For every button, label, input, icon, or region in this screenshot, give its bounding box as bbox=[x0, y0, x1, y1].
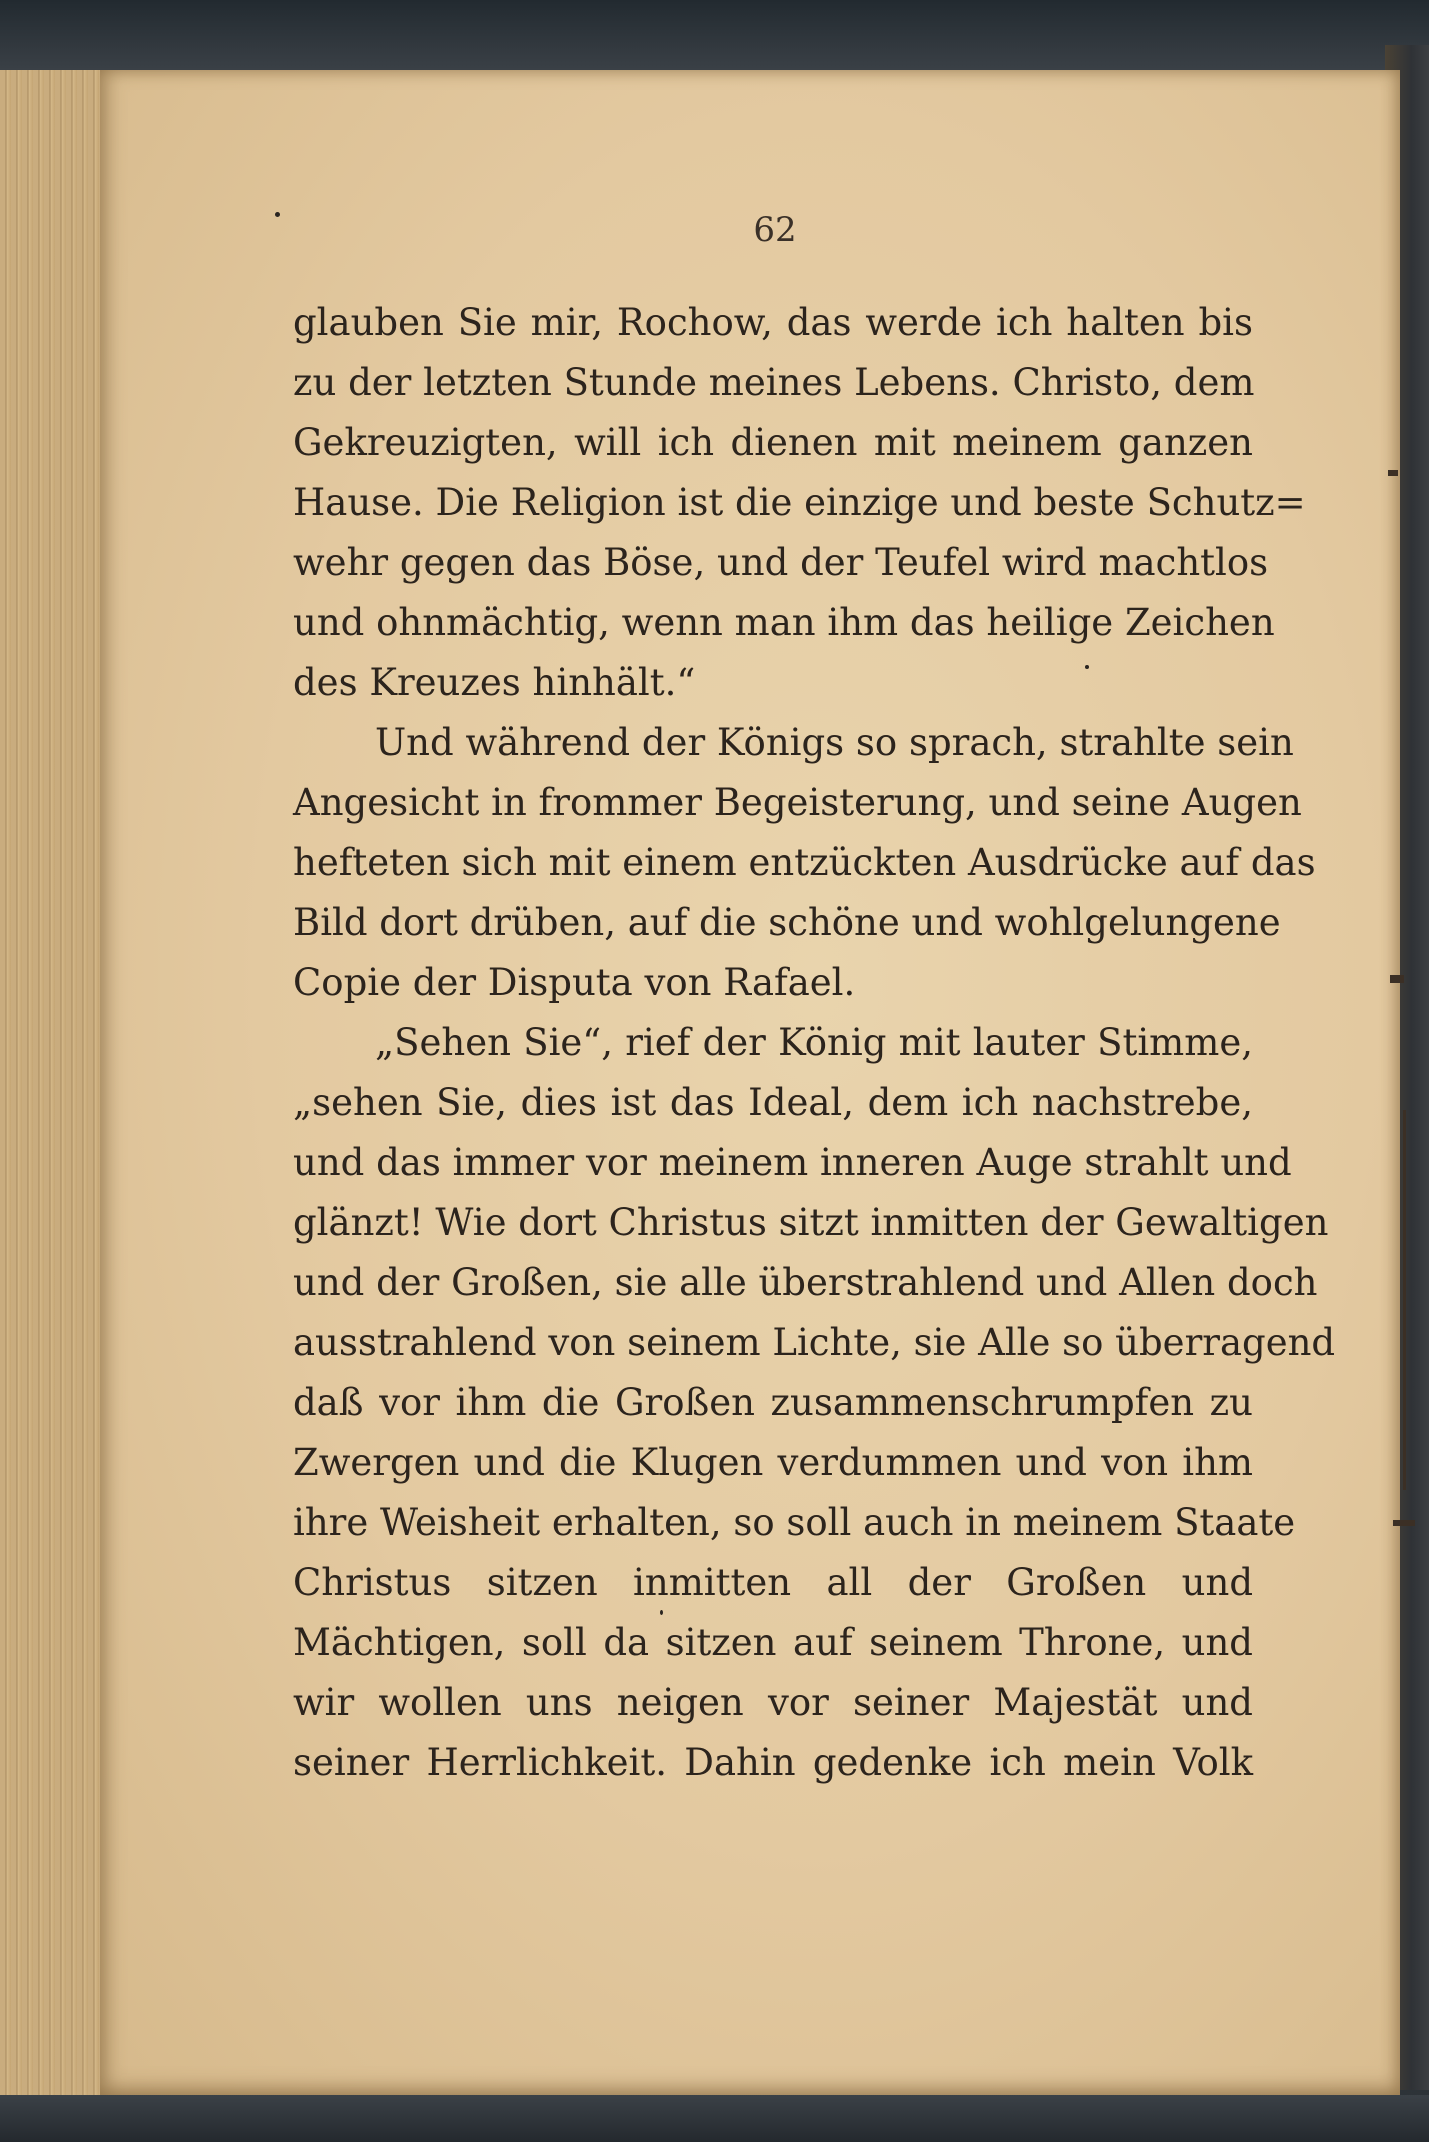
background-top bbox=[0, 0, 1429, 70]
text-line: Hause. Die Religion ist die einzige und beste Schutz= bbox=[293, 481, 1306, 524]
text-line: Und während der Königs so sprach, strahlte sein bbox=[375, 721, 1294, 764]
text-line: wehr gegen das Böse, und der Teufel wird machtlos bbox=[293, 541, 1269, 584]
paper-speck bbox=[1085, 665, 1089, 669]
page-edge-mark bbox=[1403, 1110, 1406, 1490]
page-edges-left bbox=[0, 70, 112, 2100]
paper-speck bbox=[275, 212, 280, 217]
page-edge-mark bbox=[1393, 1520, 1415, 1526]
text-line: und ohnmächtig, wenn man ihm das heilige Zeichen bbox=[293, 601, 1275, 644]
paper-speck bbox=[660, 1610, 663, 1615]
text-line: seiner Herrlichkeit. Dahin gedenke ich mein Volk bbox=[293, 1741, 1253, 1784]
text-line: und das immer vor meinem inneren Auge strahlt und bbox=[293, 1141, 1292, 1184]
text-line: Gekreuzigten, will ich dienen mit meinem ganzen bbox=[293, 421, 1253, 464]
background-bottom bbox=[0, 2095, 1429, 2142]
text-line: daß vor ihm die Großen zusammenschrumpfen zu bbox=[293, 1381, 1253, 1424]
page-edge-mark bbox=[1388, 470, 1398, 476]
text-line: hefteten sich mit einem entzückten Ausdrücke auf das bbox=[293, 841, 1316, 884]
page-number: 62 bbox=[753, 210, 797, 250]
text-line: Copie der Disputa von Rafael. bbox=[293, 961, 856, 1004]
text-line: Mächtigen, soll da sitzen auf seinem Throne, und bbox=[293, 1621, 1253, 1664]
page-edge-mark bbox=[1390, 975, 1404, 983]
text-line: zu der letzten Stunde meines Lebens. Christo, dem bbox=[293, 361, 1255, 404]
text-line: des Kreuzes hinhält.“ bbox=[293, 661, 696, 704]
text-line: glauben Sie mir, Rochow, das werde ich halten bis bbox=[293, 301, 1253, 344]
text-line: „sehen Sie, dies ist das Ideal, dem ich nachstrebe, bbox=[293, 1081, 1253, 1124]
text-line: und der Großen, sie alle überstrahlend und Allen doch bbox=[293, 1261, 1318, 1304]
text-line: wir wollen uns neigen vor seiner Majestät und bbox=[293, 1681, 1253, 1724]
text-line: glänzt! Wie dort Christus sitzt inmitten der Gewaltigen bbox=[293, 1201, 1329, 1244]
text-line: Zwergen und die Klugen verdummen und von ihm bbox=[293, 1441, 1253, 1484]
text-line: ihre Weisheit erhalten, so soll auch in meinem Staate bbox=[293, 1501, 1296, 1544]
text-line: Angesicht in frommer Begeisterung, und seine Augen bbox=[293, 781, 1302, 824]
text-line: ausstrahlend von seinem Lichte, sie Alle so überragend bbox=[293, 1321, 1336, 1364]
body-text bbox=[293, 293, 1336, 1793]
text-line: „Sehen Sie“, rief der König mit lauter Stimme, bbox=[375, 1021, 1253, 1064]
text-line: Bild dort drüben, auf die schöne und wohlgelungene bbox=[293, 901, 1281, 944]
text-line: Christus sitzen inmitten all der Großen und bbox=[293, 1561, 1253, 1604]
